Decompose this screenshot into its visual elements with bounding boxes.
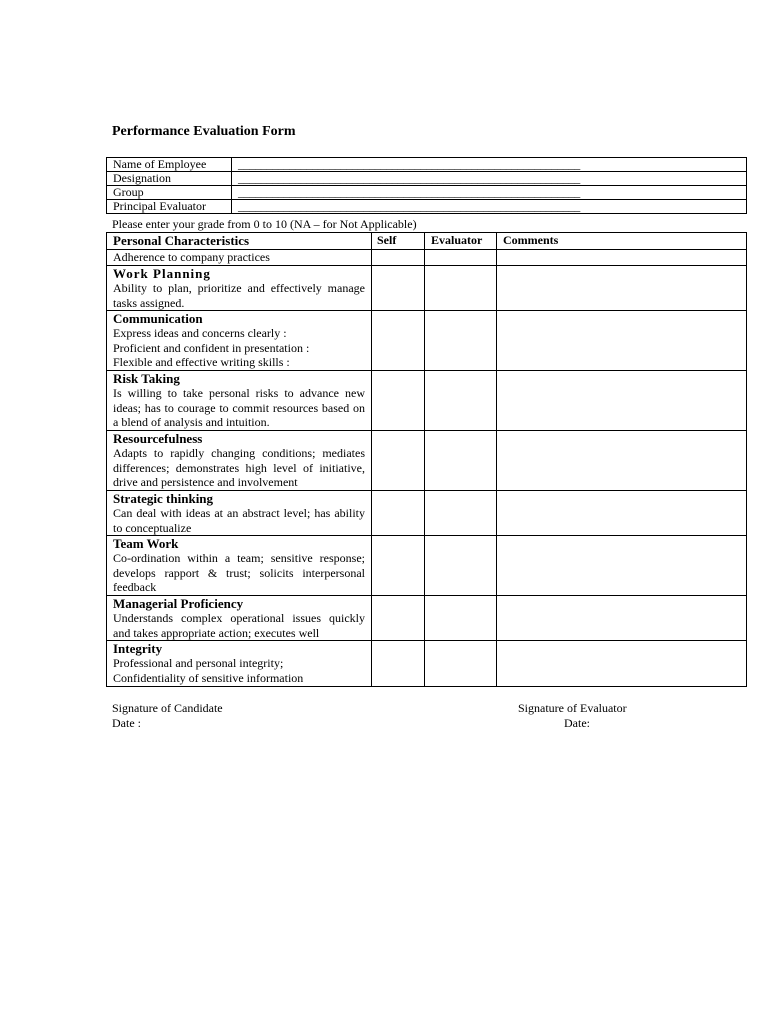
candidate-signature-block	[112, 701, 223, 731]
criterion-description	[113, 656, 365, 685]
criterion-line: Proficient and confident in presentation :	[113, 340, 310, 355]
evaluator-grade-cell[interactable]	[425, 431, 497, 491]
comments-cell[interactable]	[497, 641, 747, 687]
criterion-description	[113, 326, 365, 370]
self-grade-cell[interactable]	[372, 371, 425, 431]
evaluation-header-row	[107, 233, 747, 250]
evaluator-grade-cell[interactable]	[425, 536, 497, 596]
info-row-group	[107, 186, 747, 200]
criterion-row-integrity	[107, 641, 747, 687]
criterion-cell	[107, 536, 372, 596]
criterion-cell	[107, 491, 372, 536]
evaluator-grade-cell[interactable]	[425, 491, 497, 536]
evaluator-date-label: Date:	[564, 716, 590, 730]
evaluator-grade-cell[interactable]	[425, 596, 497, 641]
criterion-title: Resourcefulness	[113, 431, 203, 446]
criterion-row-adherence	[107, 250, 747, 266]
candidate-date-label: Date :	[112, 716, 141, 730]
personal-characteristics-header: Personal Characteristics	[107, 233, 372, 250]
criterion-row-strategic-thinking	[107, 491, 747, 536]
comments-cell[interactable]	[497, 596, 747, 641]
evaluator-grade-cell[interactable]	[425, 641, 497, 687]
info-label: Principal Evaluator	[107, 200, 232, 214]
criterion-row-communication	[107, 311, 747, 371]
self-grade-cell[interactable]	[372, 536, 425, 596]
criterion-line: Confidentiality of sensitive information	[113, 670, 304, 685]
criterion-description: Co-ordination within a team; sensitive response; develops rapport & trust; solicits interpersonal feedback	[113, 551, 365, 594]
info-row-evaluator	[107, 200, 747, 214]
self-grade-cell[interactable]	[372, 250, 425, 266]
comments-column-header: Comments	[497, 233, 747, 250]
criterion-title: Communication	[113, 311, 203, 326]
self-grade-cell[interactable]	[372, 311, 425, 371]
employee-info-table	[106, 157, 747, 214]
principal-evaluator-field[interactable]: ____________________________________________________________	[232, 200, 747, 214]
self-grade-cell[interactable]	[372, 641, 425, 687]
name-of-employee-field[interactable]: ____________________________________________________________	[232, 158, 747, 172]
group-field[interactable]: ____________________________________________________________	[232, 186, 747, 200]
candidate-signature-label: Signature of Candidate	[112, 701, 223, 715]
self-grade-cell[interactable]	[372, 431, 425, 491]
info-label: Name of Employee	[107, 158, 232, 172]
criterion-cell	[107, 371, 372, 431]
comments-cell[interactable]	[497, 536, 747, 596]
criterion-cell	[107, 250, 372, 266]
evaluator-grade-cell[interactable]	[425, 371, 497, 431]
evaluation-table	[106, 232, 747, 687]
comments-cell[interactable]	[497, 371, 747, 431]
evaluator-grade-cell[interactable]	[425, 250, 497, 266]
criterion-title: Risk Taking	[113, 371, 180, 386]
criterion-description: Is willing to take personal risks to advance new ideas; has to courage to commit resources based on a blend of analysis and intuition.	[113, 386, 365, 429]
criterion-row-managerial-proficiency	[107, 596, 747, 641]
criterion-title: Team Work	[113, 536, 179, 551]
criterion-row-resourcefulness	[107, 431, 747, 491]
criterion-row-work-planning	[107, 266, 747, 311]
info-label: Group	[107, 186, 232, 200]
designation-field[interactable]: ____________________________________________________________	[232, 172, 747, 186]
comments-cell[interactable]	[497, 250, 747, 266]
self-grade-cell[interactable]	[372, 491, 425, 536]
criterion-line: Professional and personal integrity;	[113, 656, 284, 670]
criterion-description: Can deal with ideas at an abstract level; has ability to conceptualize	[113, 506, 365, 535]
info-row-name	[107, 158, 747, 172]
self-grade-cell[interactable]	[372, 596, 425, 641]
evaluator-signature-label: Signature of Evaluator	[518, 701, 627, 715]
evaluator-grade-cell[interactable]	[425, 266, 497, 311]
form-title: Performance Evaluation Form	[112, 124, 296, 139]
criterion-cell	[107, 431, 372, 491]
criterion-line: Express ideas and concerns clearly :	[113, 326, 287, 340]
criterion-cell	[107, 596, 372, 641]
criterion-description: Adapts to rapidly changing conditions; mediates differences; demonstrates high level of initiative, drive and persistence and involvement	[113, 446, 365, 489]
evaluator-grade-cell[interactable]	[425, 311, 497, 371]
criterion-title: Strategic thinking	[113, 491, 214, 506]
evaluator-signature-block	[518, 701, 627, 731]
self-column-header: Self	[372, 233, 425, 250]
criterion-description: Ability to plan, prioritize and effectively manage tasks assigned.	[113, 281, 365, 310]
criterion-description: Adherence to company practices	[113, 250, 270, 264]
criterion-cell	[107, 311, 372, 371]
comments-cell[interactable]	[497, 311, 747, 371]
criterion-title: Integrity	[113, 641, 163, 656]
grading-instructions: Please enter your grade from 0 to 10 (NA – for Not Applicable)	[112, 217, 417, 231]
info-row-designation	[107, 172, 747, 186]
evaluator-column-header: Evaluator	[425, 233, 497, 250]
criterion-description: Understands complex operational issues quickly and takes appropriate action; executes well	[113, 611, 365, 640]
criterion-row-risk-taking	[107, 371, 747, 431]
criterion-line: Flexible and effective writing skills :	[113, 355, 290, 369]
criterion-cell	[107, 641, 372, 687]
criterion-cell	[107, 266, 372, 311]
criterion-row-team-work	[107, 536, 747, 596]
comments-cell[interactable]	[497, 491, 747, 536]
self-grade-cell[interactable]	[372, 266, 425, 311]
info-label: Designation	[107, 172, 232, 186]
comments-cell[interactable]	[497, 266, 747, 311]
criterion-title: Managerial Proficiency	[113, 596, 244, 611]
comments-cell[interactable]	[497, 431, 747, 491]
criterion-title: Work Planning	[113, 266, 211, 281]
